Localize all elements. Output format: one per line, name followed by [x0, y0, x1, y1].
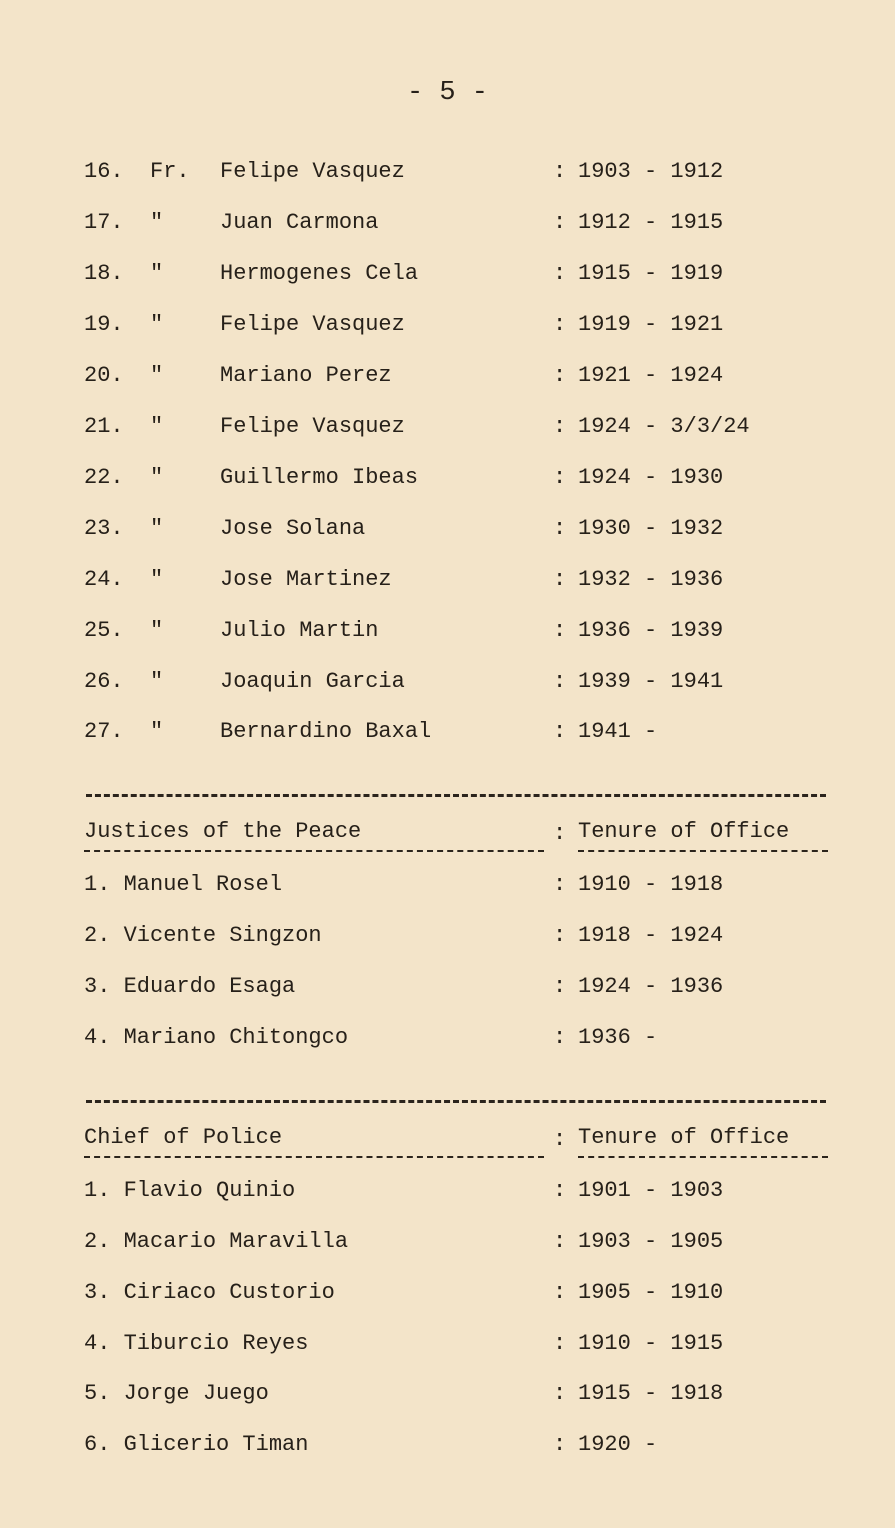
list-item: [0, 509, 895, 549]
ditto-mark: ": [150, 414, 164, 439]
entry-tenure: 1924 - 1930: [578, 465, 724, 490]
entry-tenure: 1932 - 1936: [578, 567, 724, 592]
entry-colon: :: [553, 414, 567, 439]
entry-name: Felipe Vasquez: [220, 312, 405, 337]
entry-name: Hermogenes Cela: [220, 261, 419, 286]
heading-colon: :: [553, 1127, 567, 1152]
ditto-mark: ": [150, 465, 164, 490]
entry-colon: :: [553, 1178, 567, 1203]
entry-tenure: 1939 - 1941: [578, 669, 724, 694]
entry-number: 22.: [84, 465, 124, 490]
entry-name: 6. Glicerio Timan: [84, 1432, 309, 1457]
list-item: [0, 560, 895, 600]
entry-tenure: 1919 - 1921: [578, 312, 724, 337]
entry-number: 26.: [84, 669, 124, 694]
entry-name: Felipe Vasquez: [220, 159, 405, 184]
list-item: [0, 1425, 895, 1465]
entry-number: 19.: [84, 312, 124, 337]
list-item: [0, 662, 895, 702]
ditto-mark: ": [150, 210, 164, 235]
ditto-mark: ": [150, 363, 164, 388]
list-item: [0, 152, 895, 192]
police-header-row: [0, 1120, 895, 1160]
entry-colon: :: [553, 1381, 567, 1406]
entry-colon: :: [553, 1229, 567, 1254]
entry-number: 24.: [84, 567, 124, 592]
list-item: [0, 407, 895, 447]
entry-name: Julio Martin: [220, 618, 379, 643]
entry-tenure: 1910 - 1915: [578, 1331, 724, 1356]
ditto-mark: ": [150, 669, 164, 694]
entry-tenure: 1901 - 1903: [578, 1178, 724, 1203]
entry-name: 3. Ciriaco Custorio: [84, 1280, 335, 1305]
entry-name: 1. Flavio Quinio: [84, 1178, 296, 1203]
entry-colon: :: [553, 159, 567, 184]
entry-tenure: 1924 - 3/3/24: [578, 414, 750, 439]
entry-name: 2. Macario Maravilla: [84, 1229, 349, 1254]
list-item: [0, 916, 895, 956]
entry-tenure: 1920 -: [578, 1432, 658, 1457]
entry-tenure: 1915 - 1919: [578, 261, 724, 286]
entry-name: 1. Manuel Rosel: [84, 872, 283, 897]
list-item: [0, 865, 895, 905]
entry-number: 20.: [84, 363, 124, 388]
entry-name: Juan Carmona: [220, 210, 379, 235]
entry-colon: :: [553, 567, 567, 592]
entry-colon: :: [553, 1025, 567, 1050]
entry-tenure: 1903 - 1912: [578, 159, 724, 184]
ditto-mark: ": [150, 567, 164, 592]
list-item: [0, 458, 895, 498]
entry-colon: :: [553, 1280, 567, 1305]
entry-name: 2. Vicente Singzon: [84, 923, 322, 948]
entry-tenure: 1921 - 1924: [578, 363, 724, 388]
entry-tenure: 1924 - 1936: [578, 974, 724, 999]
entry-colon: :: [553, 974, 567, 999]
list-item: [0, 967, 895, 1007]
entry-number: 25.: [84, 618, 124, 643]
list-item: [0, 1273, 895, 1313]
entry-tenure: 1915 - 1918: [578, 1381, 724, 1406]
entry-colon: :: [553, 923, 567, 948]
entry-colon: :: [553, 261, 567, 286]
entry-name: Jose Martinez: [220, 567, 392, 592]
section-divider: [86, 1100, 826, 1103]
page-number: - 5 -: [406, 78, 488, 108]
tenure-heading: Tenure of Office: [578, 814, 828, 852]
justices-heading: Justices of the Peace: [84, 814, 544, 852]
heading-colon: :: [553, 821, 567, 846]
entry-number: 27.: [84, 719, 124, 744]
entry-number: 17.: [84, 210, 124, 235]
entry-colon: :: [553, 465, 567, 490]
list-item: [0, 1018, 895, 1058]
entry-number: 21.: [84, 414, 124, 439]
police-heading: Chief of Police: [84, 1120, 544, 1158]
entry-name: Guillermo Ibeas: [220, 465, 419, 490]
section-divider: [86, 794, 826, 797]
ditto-mark: ": [150, 312, 164, 337]
justices-header-row: [0, 814, 895, 854]
list-item: [0, 305, 895, 345]
entry-colon: :: [553, 210, 567, 235]
entry-tenure: 1912 - 1915: [578, 210, 724, 235]
ditto-mark: ": [150, 618, 164, 643]
list-item: [0, 203, 895, 243]
entry-colon: :: [553, 516, 567, 541]
entry-number: 23.: [84, 516, 124, 541]
entry-name: 4. Mariano Chitongco: [84, 1025, 349, 1050]
entry-colon: :: [553, 669, 567, 694]
list-item: [0, 712, 895, 752]
entry-colon: :: [553, 1331, 567, 1356]
ditto-mark: ": [150, 719, 164, 744]
entry-colon: :: [553, 872, 567, 897]
entry-number: 18.: [84, 261, 124, 286]
entry-tenure: 1918 - 1924: [578, 923, 724, 948]
entry-name: Felipe Vasquez: [220, 414, 405, 439]
entry-tenure: 1936 -: [578, 1025, 658, 1050]
tenure-heading: Tenure of Office: [578, 1120, 828, 1158]
entry-tenure: 1905 - 1910: [578, 1280, 724, 1305]
entry-colon: :: [553, 719, 567, 744]
entry-name: Bernardino Baxal: [220, 719, 432, 744]
entry-colon: :: [553, 1432, 567, 1457]
entry-colon: :: [553, 363, 567, 388]
list-item: [0, 1374, 895, 1414]
list-item: [0, 254, 895, 294]
entry-name: 3. Eduardo Esaga: [84, 974, 296, 999]
list-item: [0, 356, 895, 396]
entry-tenure: 1936 - 1939: [578, 618, 724, 643]
list-item: [0, 611, 895, 651]
ditto-mark: ": [150, 516, 164, 541]
entry-name: Mariano Perez: [220, 363, 392, 388]
entry-name: 5. Jorge Juego: [84, 1381, 269, 1406]
entry-colon: :: [553, 618, 567, 643]
entry-name: Jose Solana: [220, 516, 366, 541]
list-item: [0, 1222, 895, 1262]
entry-tenure: 1941 -: [578, 719, 658, 744]
entry-tenure: 1930 - 1932: [578, 516, 724, 541]
ditto-mark: ": [150, 261, 164, 286]
entry-tenure: 1910 - 1918: [578, 872, 724, 897]
entry-number: 16.: [84, 159, 124, 184]
entry-name: Joaquin Garcia: [220, 669, 405, 694]
list-item: [0, 1171, 895, 1211]
entry-tenure: 1903 - 1905: [578, 1229, 724, 1254]
entry-title: Fr.: [150, 159, 190, 184]
list-item: [0, 1324, 895, 1364]
entry-colon: :: [553, 312, 567, 337]
entry-name: 4. Tiburcio Reyes: [84, 1331, 309, 1356]
